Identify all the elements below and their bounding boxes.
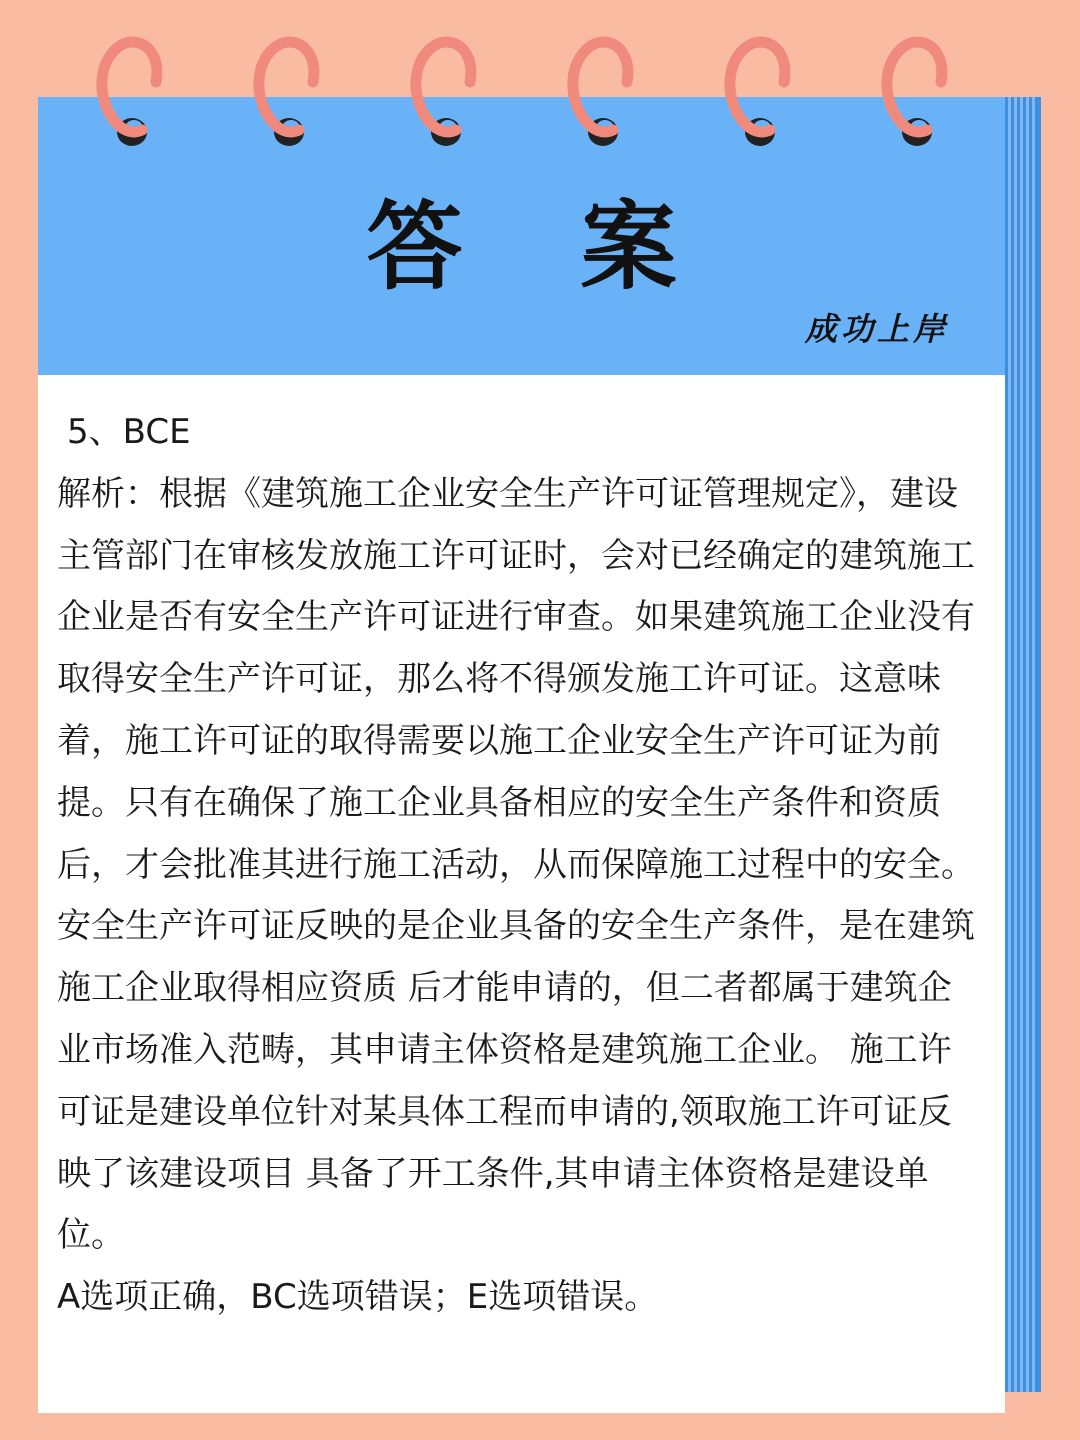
- explanation-paragraph: 解析：根据《建筑施工企业安全生产许可证管理规定》，建设主管部门在审核发放施工许可证时，会对已经确定的建筑施工企业是否有安全生产许可证进行审查。如果建筑施工企业没有取得安全生产许可证，那么将不得颁发施工许可证。这意味着，施工许可证的取得需要以施工企业安全生产许可证为前提。只有在确保了施工企业具备相应的安全生产条件和资质后，才会批准其进行施工活动，从而保障施工过程中的安全。: [57, 473, 975, 885]
- notebook-header: [38, 97, 1005, 375]
- answer-key: 5、BCE: [67, 412, 191, 452]
- notebook-card: [38, 97, 1005, 1413]
- answer-content: [57, 402, 982, 1329]
- conclusion-line: A选项正确，BC选项错误；E选项错误。: [57, 1277, 659, 1318]
- explanation-paragraph-2: 安全生产许可证反映的是企业具备的安全生产条件，是在建筑施工企业取得相应资质 后才能申请的，但二者都属于建筑企业市场准入范畴，其申请主体资格是建筑施工企业。 施工许可证是建设单位针对某具体工程而申请的,领取施工许可证反映了该建设项目 具备了开工条件,其申请主体资格是建设单位。: [57, 906, 975, 1256]
- notebook-page-stack: [1005, 97, 1041, 1392]
- page-title: 答案: [366, 191, 795, 303]
- page-subtitle: 成功上岸: [804, 310, 949, 348]
